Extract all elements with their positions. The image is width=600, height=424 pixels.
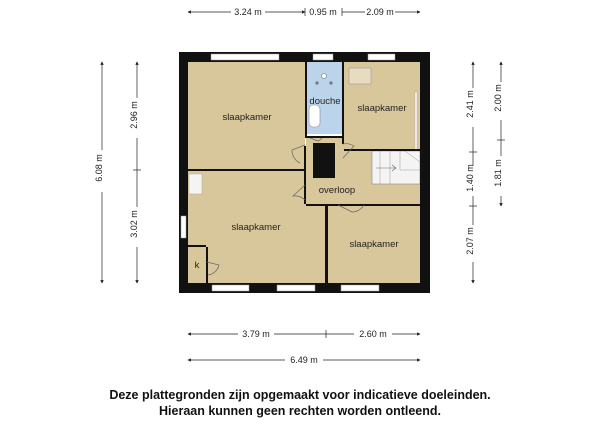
label-kast: k [194, 260, 200, 271]
label-slaapkamer-se: slaapkamer [349, 239, 399, 250]
label-slaapkamer-nw: slaapkamer [222, 112, 272, 123]
dim-right-inner-1: 2.41 m [465, 90, 475, 118]
dim-bottom-1b: 2.60 m [359, 329, 387, 339]
dim-right-inner-3: 2.07 m [465, 227, 475, 255]
label-slaapkamer-ne: slaapkamer [357, 103, 407, 114]
dim-left-inner-1: 2.96 m [129, 101, 139, 129]
dim-right-outer-1: 2.00 m [493, 84, 503, 112]
label-douche: douche [309, 96, 341, 107]
label-overloop: overloop [318, 185, 356, 196]
staircase [372, 151, 420, 184]
dim-top-2: 0.95 m [309, 7, 337, 17]
label-slaapkamer-sw: slaapkamer [231, 222, 281, 233]
dimension-left-inner [133, 62, 141, 283]
dim-left-inner-2: 3.02 m [129, 210, 139, 238]
chimney-block [313, 143, 335, 178]
dim-top-1: 3.24 m [234, 7, 262, 17]
radiator [189, 174, 202, 194]
dim-right-inner-2: 1.40 m [465, 164, 475, 192]
dim-bottom-1a: 3.79 m [242, 329, 270, 339]
dim-bottom-2: 6.49 m [290, 355, 318, 365]
dim-left-outer: 6.08 m [94, 154, 104, 182]
dim-right-outer-2: 1.81 m [493, 159, 503, 187]
disclaimer-line-1: Deze plattegronden zijn opgemaakt voor indicatieve doeleinden. [109, 388, 491, 402]
disclaimer-line-2: Hieraan kunnen geen rechten worden ontleend. [159, 404, 441, 418]
dim-top-3: 2.09 m [366, 7, 394, 17]
